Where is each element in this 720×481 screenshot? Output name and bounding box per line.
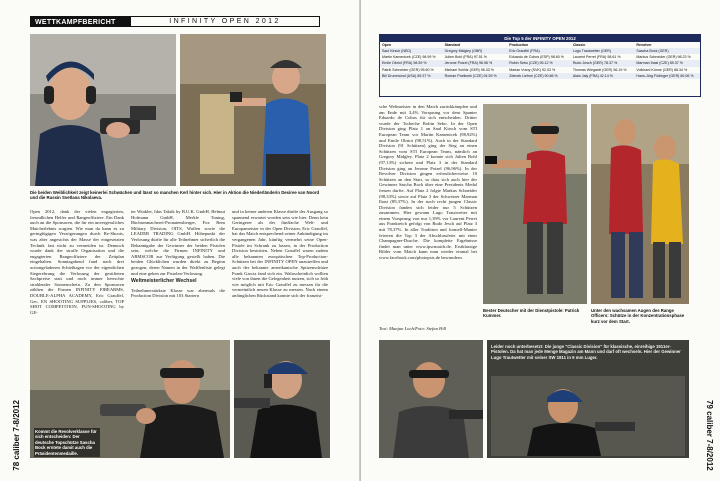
page-number-left: 78 caliber 7-8/2012 [12,400,21,471]
body-text-col1 [30,209,124,339]
photo-shooter-grey [379,340,483,458]
body-text-col1-content: Open 2012, dank der vielen engagierten, freundlichen Helfer und Rangeoffiziere. Ein Dank auch an die Sponsoren, die für ein unvergessliches Matcherlebnis sorgten. Wie man da kann es zu geringfügigen Verzögerungen durch Re-Shoots, was aber angesichts der Masse der eingesetzten Technik fast nicht zu vermeiden ist. Dennoch wurde dank der straffe Organisation und die engagierten Rangeoffiziere der Zeitplan eingehalten. Sonntagabend fand nach drei actiongeladenen Schießtagen vor der eigentlichen Siegerehrung die Verlosung der gestifteten Sachpreise statt und noch immer herrschte strahlender Sonnenschein. Zu den Sponsoren zählten die Firmen INFINITY FIREARMS, DOUBLE-ALPHA ACADEMY, Eric Grauffel, Gec, EN SHOOTING SUPPLIES, caliber, TOP SHOT COMPETITION, FUN-SHOOTING by GE- [30,209,124,315]
col-header-production: Production [509,43,529,47]
caption-classic-division-text: Leider noch unterbesetzt: Die junge "Classic Division" für klassische, einreihige 1911er-Pistolen. Da hat man jede Menge Magazin am Mann und darf oft wechseln. Hier der Gewinner Lugo Trautwetter mit seiner SW 1911 in 9 mm Luger. [491,344,681,360]
photo-shooter-woman-2 [180,34,326,186]
table-cell: Marian Vrany (SVK) 92.03 % [509,67,556,72]
table-cell: Sascha Bock (GER) [636,49,669,53]
table-cell: Alain Jaly (FRA) 42.14 % [572,73,613,78]
body-text-right [379,104,477,318]
results-table-body [380,48,700,79]
table-cell: Emile Obriot (FRA) 98.59 % [382,61,427,66]
photo-shooter-woman-1 [30,34,176,186]
table-cell: Jerome Poizel (FRA) 96.96 % [444,61,493,66]
photo-credit-content: Text: Manjun Loch/Foto: Stefan Hill [379,326,447,331]
table-cell: Thomas Wiegardt (GER) 56.19 % [572,67,627,72]
table-cell: Bill Drummond (USA) 89.37 % [382,73,431,78]
body-text-col2a-content: ter Winkler, Idas Taktik by B.U.K. GmbH, Helmut Hofmann GmbH, Merkle Tuning, Büchsenmacherei-Pronatensberger, Fox Rem Military Division, OITS, Waffen sowie die LEADER TRADING GmbH. Höhepunkt der Verlosung dürfte für alle Teilnehmer sicherlich die Bekanntgabe der Gewinner der beiden Pistolen sein, welche die Firmen INFINITY und ARMSCOR zur Verfügung gestellt haben. Die beiden Glücklichen wurden direkt zu Beginn gezogen, deren Namen in der Wafffenliste gelegt und eine gehen zur Pistolen-Verlosung. [131,209,225,276]
table-cell: Roman Poelknek (CZE) 94.59 % [444,73,497,78]
table-cell: Lugo Trautwetter (GER) [572,49,611,53]
section-header [30,16,320,27]
photo-range-officer [591,104,689,304]
table-cell: Eduardo de Cobos (ESP) 98.60 % [509,55,564,60]
table-cell: Michael Schlitz (GER) 96.33 % [444,67,494,72]
table-cell: Laurent Perret (FRA) 98.61 % [572,55,621,60]
caption-range-officer: Unter den wachsamen Augen des Range Officers: Schütze in der Konzentrationsphase kurz vor dem Start. [591,308,685,324]
subheading: Weltmeisterlicher Wechsel [131,278,197,285]
table-cell: Eric Grauffel (FRA) [509,49,540,53]
table-cell: Volkhard Künne (GER) 88.34 % [636,67,688,72]
table-cell: Marman Ihasi (CZE) 89.37 % [636,61,683,66]
article-title: INFINITY OPEN 2012 [169,18,281,25]
col-header-revolver: Revolver [636,43,652,47]
body-text-col3 [232,209,328,339]
table-cell: Martin Kamenicek (CZE) 98.99 % [382,55,436,60]
table-cell: Robin Sebo (CZE) 95.12 % [509,61,553,66]
page-number-right: 79 caliber 7-8/2012 [705,400,714,471]
table-cell: Patrik Schneider (GER) 95.60 % [382,67,434,72]
photo-shooter-red [483,104,587,304]
caption-kummer: Bester Deutscher mit der Dienstpistole: Patrick Kummer. [483,308,580,319]
caption-revolver: Kommt die Revolverklasse für sich entscheiden: Der deutsche Topschütze Sascha Bock erntete damit auch die Präsidentenmedaille. [34,428,100,457]
table-row [380,73,700,79]
results-table [379,34,701,97]
col-header-standard: Standard [444,43,461,47]
body-text-right-content: sche Weltmeister in den Match zurückkämpfen und am Ende mit 3,4% Vorsprung vor dem Spanier Eduardo de Cobos für sich entscheiden. Dritter wurde der Tscheche Robin Sebo. In der Open Division ging Platz 1 an Saul Kirsch vom STI European Team vor Martin Kamenicek (98,92%) und Emile Obriot (98,51%). Auch in der Standard Division (91 Schützen) ging der Sieg an einen Schützen vom STI European Team, nämlich an Gregory Midgley. Platz 2 konnte sich Julien Bohl (97,13%) sichern und Platz 3 in der Standard Division ging an Jerome Poizel (96,96%). In der Revolver Division gingen erfreulicherweise 10 Schützen an den Start, so dass sich auch hier der Gewinner Sascha Bock über eine Presidents Medal freuen durfte. Auf Platz 2 folgte Markus Schneider (98,33%) sowie auf Platz 3 der Schweizer Marman Ihasi (89,37%). In der noch recht jungen Classic Division fanden sich leider nur 5 Schützen zusammen. Hier gewann Lugo Trautwetter mit einem Vorsprung von nur 1,39% vor Laurent Perret aus Frankreich gefolgt von Rudo Jesch auf Platz 3 mit 78,37%. In aller Tradition und formell-Manier feierten die Top 3 der Abschlussfeier mit einer Champagner-Dusche. Die komplette Ergebnisse findet man unter www.ipscmatch.de. Erstklassige Bilder vom Match kann man wieder einmal bei www.facebook.com/photopsis.de bewundern. [379,104,477,261]
table-cell: Markus Schneider (GER) 98.23 % [636,55,691,60]
section-label: WETTKAMPFBERICHT [31,17,131,26]
right-page [361,0,720,481]
body-text-col2 [131,209,225,339]
table-cell: Rudo Jesch (GER) 78.37 % [572,61,618,66]
table-cell: Zdenek Liehne (CZE) 90.86 % [509,73,558,78]
table-cell: Gregory Midgley (GBR) [444,49,483,53]
col-header-open: Open [382,43,392,47]
table-cell: Hans-Jürg Födinger (GER) 80.06 % [636,73,694,78]
table-cell: Julien Bohl (FRA) 97.51 % [444,55,487,60]
photo-credit [379,326,499,332]
table-cell: Saul Kirsch (NED) [382,49,412,53]
results-table-title: Die Top 5 der INFINITY OPEN 2012 [380,35,700,42]
col-header-classic: Classic [572,43,586,47]
body-text-col2b-content: Teilnehmerstärkste Klasse war abermals die Production Division mit 103 Startern [131,287,225,299]
body-text-col3-content: und in keiner anderen Klasse dürfte der Ausgang so spannend erwartet worden sein wie hier. Denn kein Geringerer als der fünffache Welt- und Europameister in der Open Division, Eric Grauffel, hat das Match entsprechend seiner Ankündigung im vergangenen Jahr, künftig vermehrt seine Open-Pistole im Schrank zu lassen, in der Production Division bestritten. Neben Grauffel waren zudem alle bekannten europäischen Top-Production-Schützen bei der INFINITY OPEN anzutreffen und auch der bekannte amerikanische Spitzenschütze Frank Garcia fand sich ein. Wahrscheinlich wollten viele von ihnen die Gelegenheit nutzen, sich so früh wie möglich mit Eric Grauffel zu messen für die vermeintlich neuen Klasse zu messen. Nach einem anfänglichen Rückstand konnte sich der französi- [232,209,328,298]
caption-top-photos: Die beiden Weiblichkeit zeigt keinerlei Schwächen und lässt so manchen Kerl hinter sich. Hier in Aktion die Niederländerin Desiree van Noord und die Russin Svetlana Nikolaeva. [30,190,320,201]
photo-shooter-cap [234,340,330,458]
caption-classic-division [487,340,689,458]
